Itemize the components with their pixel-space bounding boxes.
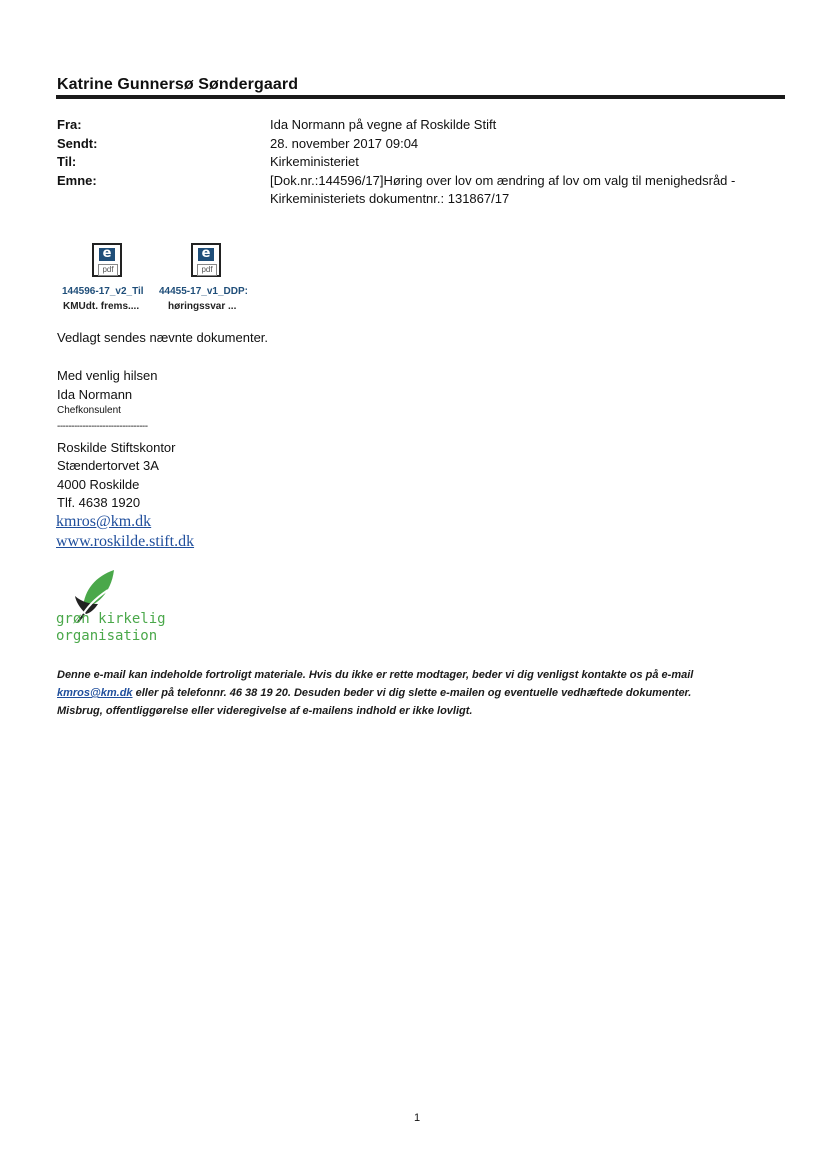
e-glyph-icon: e [99, 248, 115, 261]
intro-text: Vedlagt sendes nævnte dokumenter. [57, 330, 269, 345]
disclaimer-line2 [57, 684, 777, 702]
disclaimer-email-link[interactable]: kmros@km.dk [57, 687, 133, 699]
street-address: Stændertorvet 3A [57, 458, 159, 473]
attachment-2-name-line1: 44455-17_v1_DDP: [159, 286, 248, 297]
from-value: Ida Normann på vegne af Roskilde Stift [270, 117, 497, 132]
attachment-2-pdf-icon[interactable] [191, 243, 221, 277]
to-value: Kirkeministeriet [270, 154, 359, 169]
website-link[interactable]: www.roskilde.stift.dk [56, 533, 195, 550]
pdf-badge: pdf [98, 264, 118, 276]
pdf-badge: pdf [197, 264, 217, 276]
confidentiality-disclaimer [57, 666, 777, 720]
green-church-logo [56, 568, 166, 648]
greeting: Med venlig hilsen [57, 368, 158, 383]
sent-label: Sendt: [57, 136, 98, 151]
attachment-1-name[interactable] [62, 284, 156, 314]
email-link[interactable]: kmros@km.dk [56, 513, 152, 530]
city-address: 4000 Roskilde [57, 477, 140, 492]
from-label: Fra: [57, 117, 82, 132]
signer-title: Chefkonsulent [57, 405, 121, 416]
signature-separator: -------------------------------- [57, 421, 148, 432]
to-label: Til: [57, 154, 77, 169]
signer-name: Ida Normann [57, 387, 133, 402]
subject-line-1: [Dok.nr.:144596/17]Høring over lov om ændring af lov om valg til menighedsråd - [270, 173, 736, 188]
logo-text-line2: organisation [56, 628, 158, 644]
subject-label: Emne: [57, 173, 97, 188]
sent-value: 28. november 2017 09:04 [270, 136, 419, 151]
logo-text [56, 611, 166, 645]
attachment-1-pdf-icon[interactable] [92, 243, 122, 277]
attachment-1-name-line1: 144596-17_v2_Til [62, 286, 144, 297]
e-glyph-icon: e [198, 248, 214, 261]
attachment-2-name[interactable] [159, 284, 259, 314]
disclaimer-line3: Misbrug, offentliggørelse eller videregivelse af e-mailens indhold er ikke lovligt. [57, 705, 473, 717]
page-number: 1 [414, 1112, 421, 1124]
disclaimer-line1: Denne e-mail kan indeholde fortroligt materiale. Hvis du ikke er rette modtager, beder vi dig venligst kontakte os på e-mail [57, 669, 694, 681]
disclaimer-line2-text: eller på telefonnr. 46 38 19 20. Desuden beder vi dig slette e-mailen og eventuelle vedhæftede dokumenter. [132, 687, 692, 699]
attachment-1-name-line2: KMUdt. frems.... [63, 301, 140, 312]
subject-line-2: Kirkeministeriets dokumentnr.: 131867/17 [270, 191, 510, 206]
attachment-2-name-line2: høringssvar ... [168, 301, 237, 312]
header-divider [56, 95, 785, 99]
sender-name: Katrine Gunnersø Søndergaard [57, 76, 299, 93]
logo-text-line1: grøn kirkelig [56, 611, 166, 627]
org-name: Roskilde Stiftskontor [57, 440, 176, 455]
phone-number: Tlf. 4638 1920 [57, 495, 141, 510]
